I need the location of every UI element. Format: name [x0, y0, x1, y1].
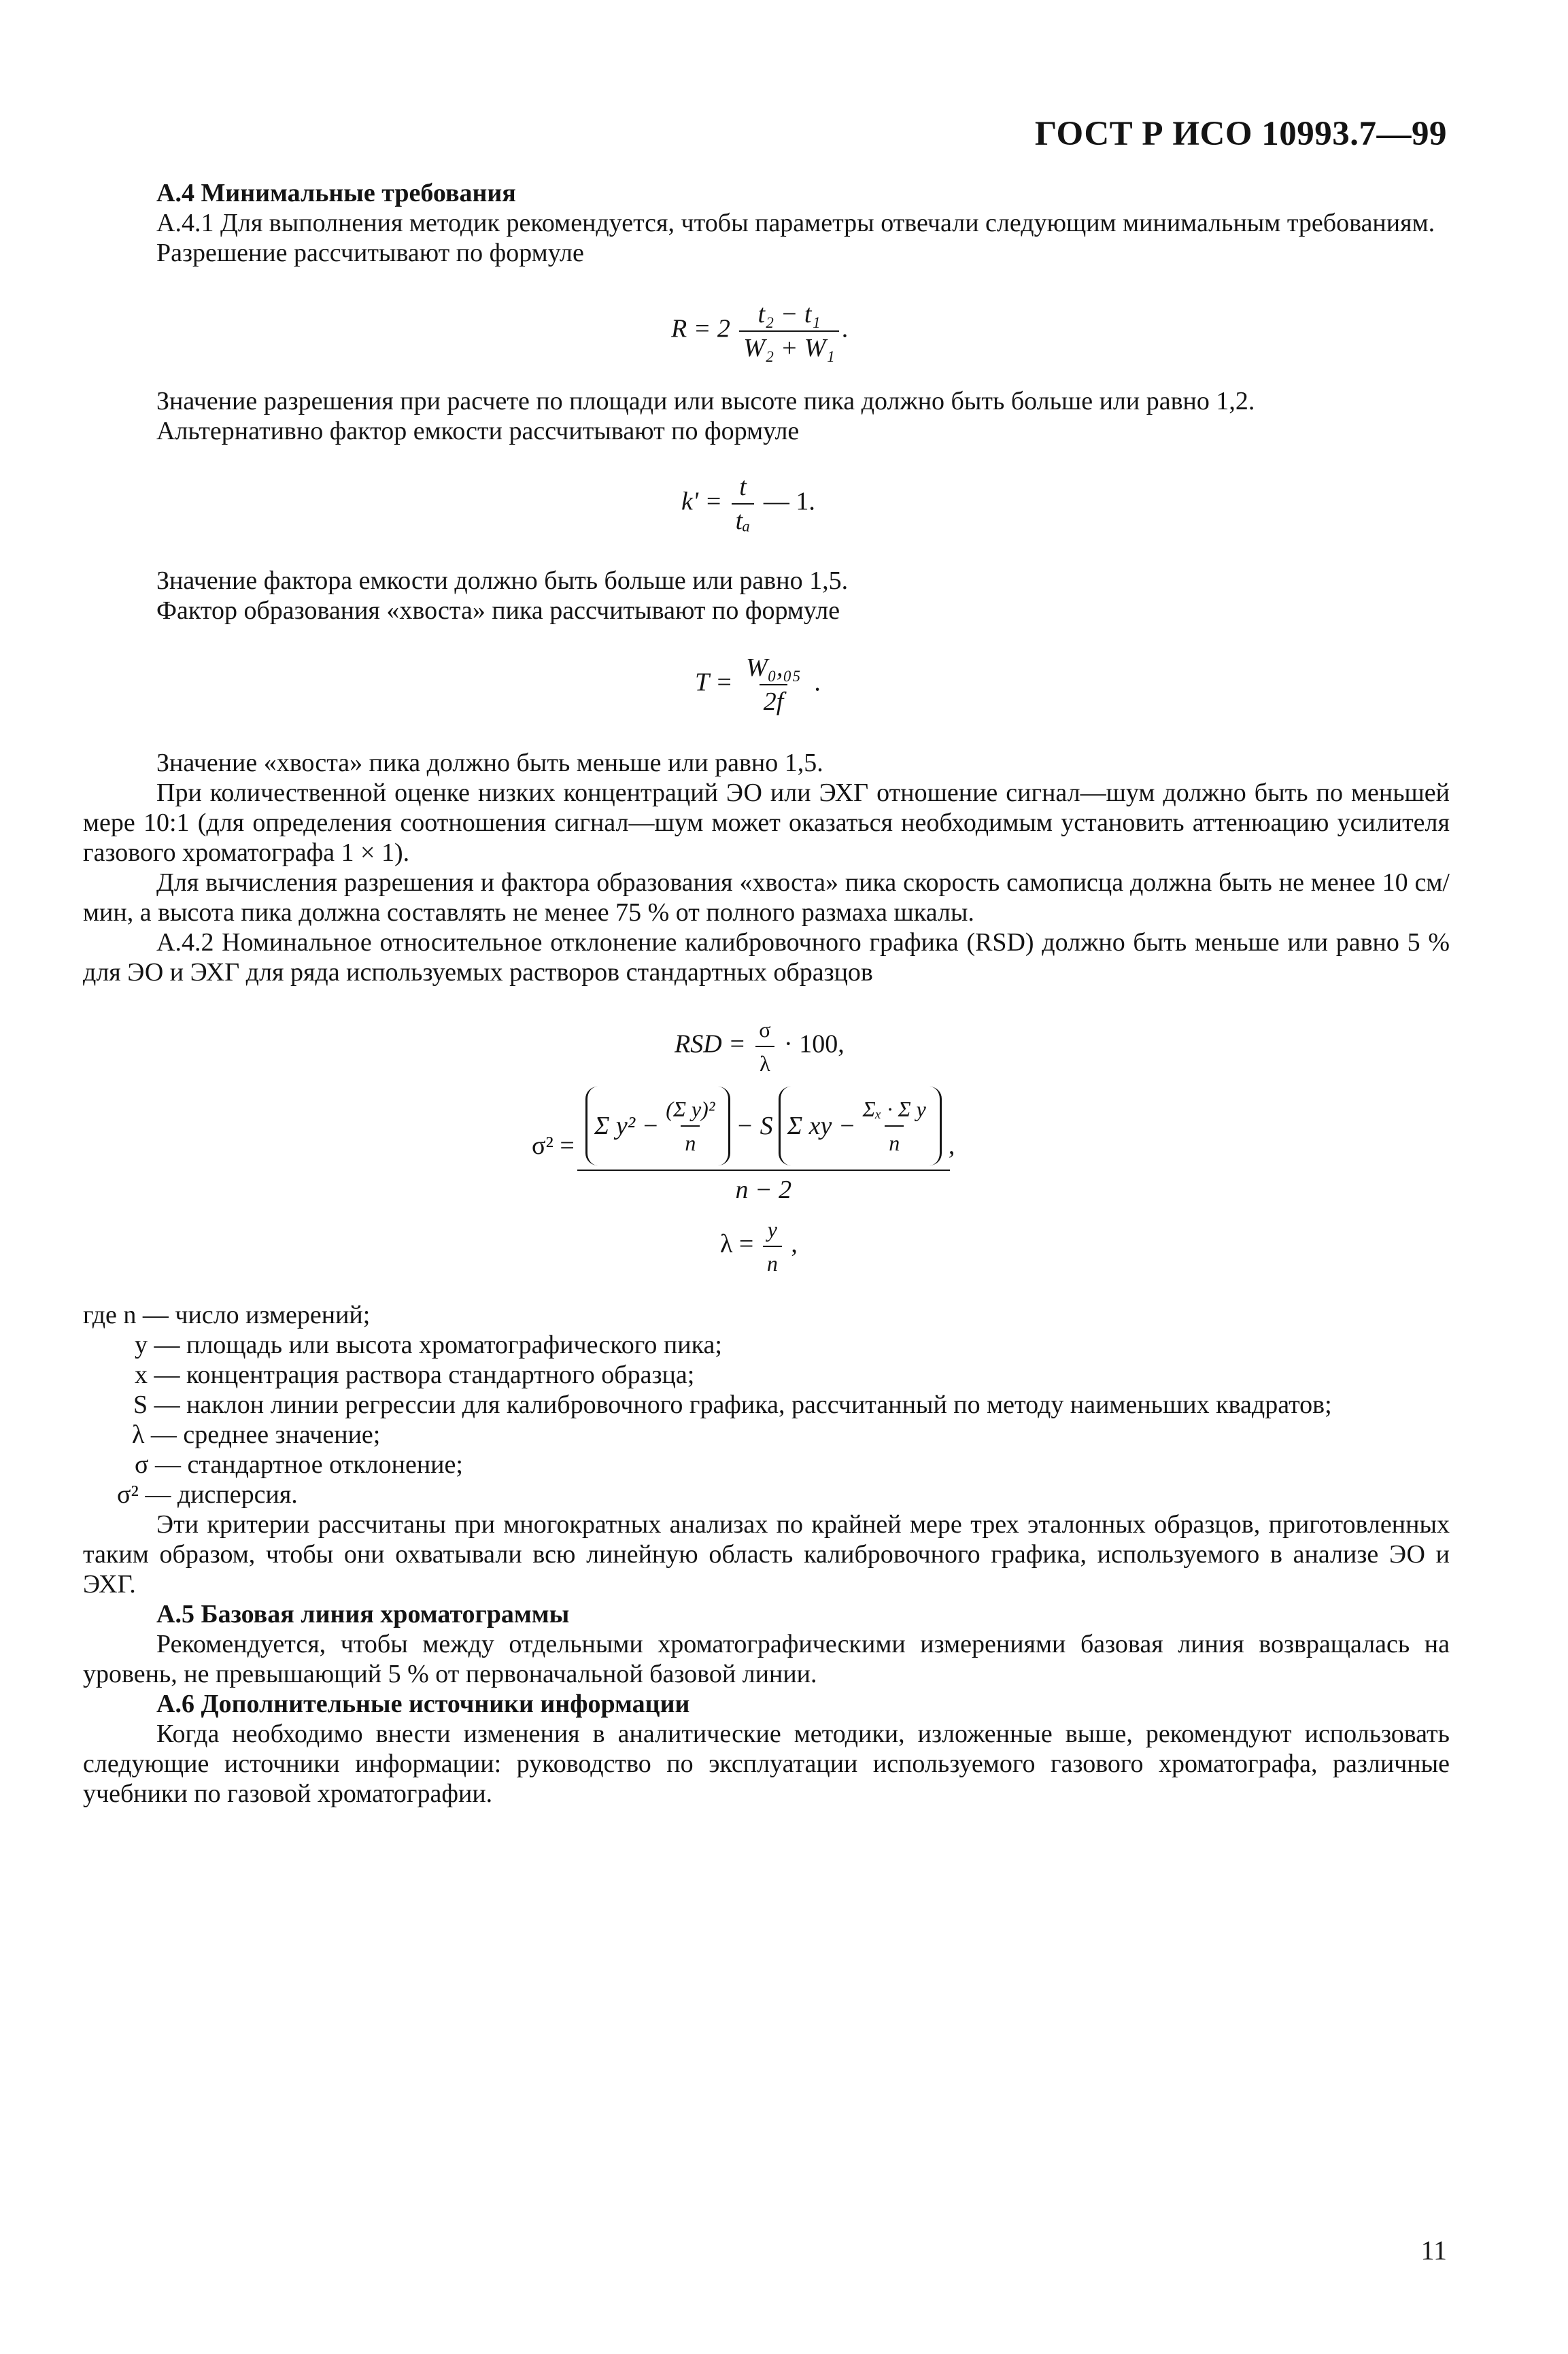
- formula-denominator: n: [763, 1246, 782, 1278]
- formula-numerator: t: [739, 473, 747, 501]
- inner-fraction: [662, 1094, 719, 1158]
- formula-tail: — 1.: [763, 487, 815, 516]
- formula-fraction: [763, 1214, 782, 1278]
- formula-lhs: RSD =: [675, 1029, 746, 1059]
- variable-definitions: [83, 1300, 1450, 1509]
- paragraph: Фактор образования «хвоста» пика рассчитывают по формуле: [156, 596, 840, 625]
- definition-row: λ — среднее значение;: [132, 1420, 381, 1449]
- paragraph: Альтернативно фактор емкости рассчитывают по формуле: [156, 417, 800, 445]
- formula-fraction: [755, 1014, 774, 1078]
- formula-lhs: R = 2: [671, 314, 730, 343]
- formula-numerator: W₀,₀₅: [746, 653, 801, 682]
- formula-numerator: σ: [759, 1017, 771, 1042]
- definition-row: y — площадь или высота хроматографического пика;: [135, 1331, 722, 1359]
- section-title-a4: А.4 Минимальные требования: [156, 179, 516, 207]
- formula-tail: ,: [948, 1131, 955, 1160]
- formula-fraction: [739, 299, 838, 363]
- paragraph: Для вычисления разрешения и фактора образования «хвоста» пика скорость самописца должна быть не менее 10 см/мин, а высота пика должна составлять не менее 75 % от полного размаха шкалы.: [83, 868, 1450, 927]
- formula-tailing-factor: [83, 653, 1450, 718]
- formula-denominator: 2f: [760, 684, 788, 717]
- definition-row: σ — стандартное отклонение;: [135, 1450, 463, 1479]
- formula-denominator: λ: [755, 1046, 774, 1078]
- definition-row: S — наклон линии регрессии для калибровочного графика, рассчитанный по методу наименьших квадратов;: [133, 1391, 1332, 1419]
- paragraph: Значение фактора емкости должно быть больше или равно 1,5.: [156, 566, 849, 595]
- paren-group-a: [585, 1087, 731, 1165]
- formula-lhs: λ =: [720, 1229, 754, 1259]
- document-body: [83, 178, 1450, 1809]
- formula-resolution: [83, 299, 1450, 362]
- paragraph: Разрешение рассчитывают по формуле: [156, 239, 584, 267]
- paragraph: Рекомендуется, чтобы между отдельными хроматографическими измерениями базовая линия возвращалась на уровень, не превышающий 5 % от первоначальной базовой линии.: [83, 1630, 1450, 1688]
- formula-variance: [83, 1082, 1450, 1209]
- formula-tail: .: [841, 314, 849, 343]
- term-sum-y-squared: Σ y² −: [594, 1112, 660, 1140]
- formula-numerator: y: [767, 1217, 777, 1242]
- formula-lhs: T =: [695, 668, 733, 697]
- formula-lhs: σ² =: [532, 1131, 575, 1160]
- paragraph: Эти критерии рассчитаны при многократных анализах по крайней мере трех эталонных образцов, приготовленных таким образом, чтобы они охватывали всю линейную область калибровочного графика, используемого в анализе ЭО и ЭХГ.: [83, 1510, 1450, 1599]
- section-title-a5: А.5 Базовая линия хроматограммы: [156, 1600, 570, 1628]
- formula-lambda: [83, 1214, 1450, 1280]
- formula-fraction: [742, 653, 805, 717]
- term-minus-s: − S: [736, 1112, 773, 1140]
- inner-denominator: n: [681, 1125, 700, 1158]
- formula-capacity-factor: [83, 472, 1450, 537]
- formula-numerator: t₂ − t₁: [757, 300, 821, 328]
- definition-row: где n — число измерений;: [83, 1301, 371, 1329]
- section-title-a6: А.6 Дополнительные источники информации: [156, 1690, 690, 1718]
- formula-lhs: k' =: [681, 487, 723, 516]
- paragraph: А.4.1 Для выполнения методик рекомендуется, чтобы параметры отвечали следующим минимальным требованиям.: [156, 209, 1435, 237]
- formula-tail: · 100,: [784, 1029, 845, 1059]
- document-header: ГОСТ Р ИСО 10993.7—99: [1034, 115, 1447, 153]
- paragraph: Значение «хвоста» пика должно быть меньше или равно 1,5.: [156, 749, 823, 777]
- formula-numerator: [581, 1087, 946, 1170]
- page-number: 11: [1420, 2235, 1447, 2266]
- paragraph: Когда необходимо внести изменения в аналитические методики, изложенные выше, рекомендуют использовать следующие источники информации: руководство по эксплуатации используемого газового хроматографа, различные учебники по газовой хроматографии.: [83, 1720, 1450, 1808]
- inner-fraction: [859, 1094, 930, 1158]
- term-sum-xy: Σ xy −: [787, 1112, 856, 1140]
- formula-fraction: [732, 472, 755, 536]
- formula-tail: ,: [791, 1229, 798, 1259]
- formula-denominator: n − 2: [577, 1170, 950, 1205]
- inner-numerator: (Σ y)²: [666, 1097, 715, 1121]
- formula-rsd: [83, 1014, 1450, 1076]
- inner-numerator: Σₓ · Σ y: [862, 1097, 926, 1121]
- formula-tail: .: [814, 668, 821, 697]
- formula-denominator: tₐ: [732, 503, 755, 536]
- definition-row: x — концентрация раствора стандартного образца;: [135, 1361, 695, 1389]
- paren-group-b: [779, 1087, 942, 1165]
- formula-denominator: W₂ + W₁: [739, 330, 838, 363]
- inner-denominator: n: [885, 1125, 904, 1158]
- paragraph: Значение разрешения при расчете по площади или высоте пика должно быть больше или равно 1,2.: [156, 387, 1255, 415]
- formula-fraction: [581, 1087, 946, 1205]
- paragraph: При количественной оценке низких концентраций ЭО или ЭХГ отношение сигнал—шум должно быть по меньшей мере 10:1 (для определения соотношения сигнал—шум может оказаться необходимым установить аттенюацию усилителя газового хроматографа 1 × 1).: [83, 779, 1450, 867]
- paragraph: А.4.2 Номинальное относительное отклонение калибровочного графика (RSD) должно быть меньше или равно 5 % для ЭО и ЭХГ для ряда используемых растворов стандартных образцов: [83, 928, 1450, 987]
- definition-row: σ² — дисперсия.: [117, 1480, 298, 1509]
